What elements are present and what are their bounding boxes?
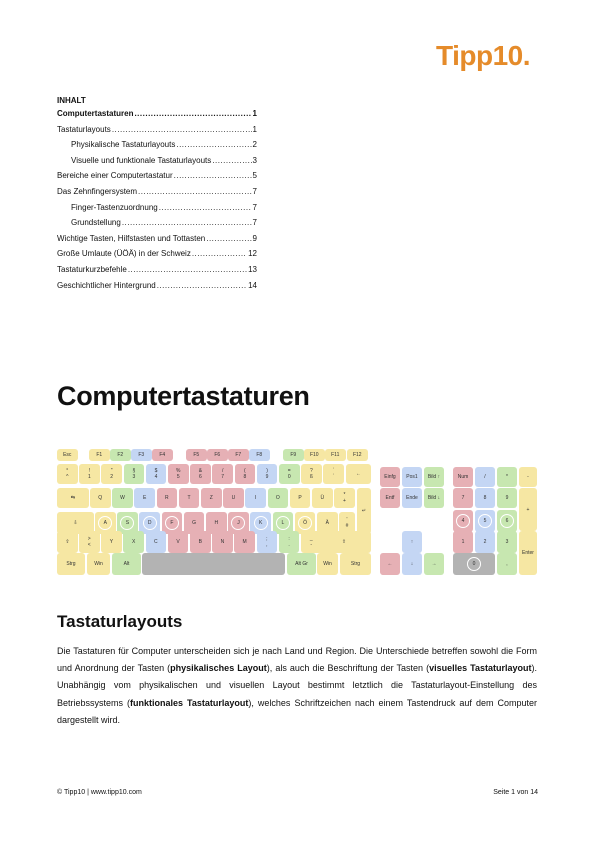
keyboard-key: Ende bbox=[402, 488, 422, 508]
toc-leader-dots bbox=[134, 109, 251, 118]
keyboard-key: ` ´ bbox=[323, 464, 344, 484]
keyboard-key: + bbox=[519, 488, 537, 531]
tipp10-logo: Tipp10. bbox=[436, 40, 531, 71]
keyboard-key: ° ^ bbox=[57, 464, 78, 484]
keyboard-key: N bbox=[212, 531, 233, 553]
keyboard-key: ⇧ bbox=[57, 531, 78, 553]
footer-page-number: Seite 1 von 14 bbox=[493, 789, 538, 796]
keyboard-key: A bbox=[95, 512, 116, 534]
keyboard-key: F2 bbox=[110, 449, 131, 461]
toc-entry-label: Bereiche einer Computertastatur bbox=[57, 171, 173, 181]
keyboard-key: 0 bbox=[453, 553, 495, 575]
keyboard-key: " 2 bbox=[101, 464, 122, 484]
keyboard-key: I bbox=[245, 488, 266, 508]
keyboard-key: T bbox=[179, 488, 200, 508]
keyboard-key: M bbox=[234, 531, 255, 553]
keyboard-key: ⇆ bbox=[57, 488, 89, 508]
keyboard-key: Pos1 bbox=[402, 467, 422, 487]
keyboard-key: Bild ↓ bbox=[424, 488, 444, 508]
toc-entry[interactable] bbox=[57, 109, 257, 125]
table-of-contents bbox=[57, 109, 257, 296]
keyboard-key: Alt bbox=[112, 553, 141, 575]
toc-entry-page: 7 bbox=[252, 218, 257, 228]
keyboard-key: % 5 bbox=[168, 464, 189, 484]
keyboard-key: _ - bbox=[301, 531, 322, 553]
toc-entry-label: Physikalische Tastaturlayouts bbox=[71, 140, 176, 150]
keyboard-key: F3 bbox=[131, 449, 152, 461]
toc-entry[interactable] bbox=[57, 249, 257, 265]
keyboard-key: 2 bbox=[475, 531, 495, 553]
keyboard-key: F6 bbox=[207, 449, 228, 461]
keyboard-key: 5 bbox=[475, 510, 495, 532]
keyboard-key: ; , bbox=[257, 531, 278, 553]
bold-term: physikalisches Layout bbox=[170, 663, 267, 674]
keyboard-key: Strg bbox=[340, 553, 371, 575]
keyboard-key: S bbox=[117, 512, 138, 534]
keyboard-key: Num bbox=[453, 467, 473, 487]
toc-leader-dots bbox=[212, 156, 251, 165]
toc-entry[interactable] bbox=[57, 140, 257, 156]
keyboard-key: G bbox=[184, 512, 205, 534]
keyboard-key: Bild ↑ bbox=[424, 467, 444, 487]
toc-entry-page: 3 bbox=[252, 155, 257, 165]
keyboard-key: 7 bbox=[453, 488, 473, 508]
keyboard-key: L bbox=[273, 512, 294, 534]
keyboard-key: / 7 bbox=[212, 464, 233, 484]
toc-title: INHALT bbox=[57, 96, 86, 105]
keyboard-key: ↓ bbox=[402, 553, 422, 575]
toc-entry-page: 7 bbox=[252, 186, 257, 196]
keyboard-key: ⇩ bbox=[57, 512, 94, 534]
keyboard-key: F10 bbox=[304, 449, 325, 461]
toc-entry-page: 14 bbox=[248, 280, 257, 290]
keyboard-key: § 3 bbox=[124, 464, 145, 484]
keyboard-key: Ü bbox=[312, 488, 333, 508]
keyboard-key: W bbox=[112, 488, 133, 508]
keyboard-key: Q bbox=[90, 488, 111, 508]
keyboard-key: $ 4 bbox=[146, 464, 167, 484]
keyboard-key: Win bbox=[317, 553, 338, 575]
keyboard-key: ← bbox=[380, 553, 400, 575]
keyboard-key: 3 bbox=[497, 531, 517, 553]
keyboard-key: F bbox=[162, 512, 183, 534]
toc-entry-label: Wichtige Tasten, Hilfstasten und Tottasten bbox=[57, 233, 206, 243]
bold-term: funktionales Tastaturlayout bbox=[130, 697, 249, 708]
toc-entry[interactable] bbox=[57, 125, 257, 141]
toc-entry-label: Das Zehnfingersystem bbox=[57, 186, 138, 196]
toc-entry-label: Computertastaturen bbox=[57, 109, 134, 118]
keyboard-key: Z bbox=[201, 488, 222, 508]
toc-entry-label: Visuelle und funktionale Tastaturlayouts bbox=[71, 155, 212, 165]
keyboard-key: Ä bbox=[317, 512, 338, 534]
keyboard-key: ↵ bbox=[357, 488, 371, 534]
keyboard-key: Esc bbox=[57, 449, 78, 461]
keyboard-key: = 0 bbox=[279, 464, 300, 484]
keyboard-key: * + bbox=[334, 488, 355, 508]
keyboard-key: P bbox=[290, 488, 311, 508]
toc-entry-page: 13 bbox=[248, 264, 257, 274]
toc-entry-label: Große Umlaute (ÜÖÄ) in der Schweiz bbox=[57, 249, 191, 259]
toc-entry-page: 1 bbox=[252, 109, 257, 118]
keyboard-key: / bbox=[475, 467, 495, 487]
toc-leader-dots bbox=[159, 203, 252, 212]
page-title: Computertastaturen bbox=[57, 381, 310, 411]
body-paragraph bbox=[57, 643, 537, 729]
toc-leader-dots bbox=[174, 171, 252, 180]
keyboard-key: - bbox=[519, 467, 537, 487]
keyboard-key: F4 bbox=[152, 449, 173, 461]
keyboard-key: Strg bbox=[57, 553, 85, 575]
toc-entry-label: Geschichtlicher Hintergrund bbox=[57, 280, 156, 290]
keyboard-key: ↑ bbox=[402, 531, 422, 553]
toc-leader-dots bbox=[192, 249, 247, 258]
keyboard-key: 9 bbox=[497, 488, 517, 508]
toc-leader-dots bbox=[128, 265, 247, 274]
keyboard-key: 6 bbox=[497, 510, 517, 532]
toc-leader-dots bbox=[138, 187, 252, 196]
keyboard-key: E bbox=[134, 488, 155, 508]
keyboard-key: V bbox=[168, 531, 189, 553]
text-run: Die Tastaturen für Computer unterscheiden sich je nach Land und Region. Die Unterschiede betreffen sowohl die Form und Anordnung der Tasten ( bbox=[57, 646, 537, 674]
keyboard-key: F12 bbox=[347, 449, 368, 461]
keyboard-key: D bbox=[139, 512, 160, 534]
keyboard-key: ← bbox=[346, 464, 371, 484]
keyboard-key: ! 1 bbox=[79, 464, 100, 484]
keyboard-key: 1 bbox=[453, 531, 473, 553]
keyboard-key: ( 8 bbox=[235, 464, 256, 484]
toc-entry[interactable] bbox=[57, 218, 257, 234]
keyboard-key: ⇧ bbox=[317, 531, 371, 553]
keyboard-key: Ö bbox=[295, 512, 316, 534]
text-run: ). Unabhängig vom physikalischen und visuellen Layout bestimmt letztlich die Tastaturlayout-Einstellung des Betriebssystems ( bbox=[57, 663, 538, 708]
toc-entry-page: 2 bbox=[252, 140, 257, 150]
keyboard-key: K bbox=[250, 512, 271, 534]
keyboard-key: Y bbox=[101, 531, 122, 553]
toc-entry[interactable] bbox=[57, 187, 257, 203]
toc-entry-page: 12 bbox=[248, 249, 257, 259]
text-run: ), als auch die Beschriftung der Tasten ( bbox=[266, 663, 430, 674]
footer-left: © Tipp10 | www.tipp10.com bbox=[57, 789, 142, 796]
keyboard-key: F7 bbox=[228, 449, 249, 461]
toc-entry[interactable] bbox=[57, 234, 257, 250]
keyboard-key: 4 bbox=[453, 510, 473, 532]
keyboard-key: & 6 bbox=[190, 464, 211, 484]
keyboard-key: ' # bbox=[339, 512, 355, 534]
keyboard-key: * bbox=[497, 467, 517, 487]
toc-leader-dots bbox=[206, 234, 251, 243]
keyboard-key: F9 bbox=[283, 449, 304, 461]
toc-entry[interactable] bbox=[57, 281, 257, 297]
bold-term: visuelles Tastaturlayout bbox=[429, 663, 532, 674]
toc-entry-page: 1 bbox=[252, 124, 257, 134]
toc-entry[interactable] bbox=[57, 171, 257, 187]
keyboard-key: Entf bbox=[380, 488, 400, 508]
keyboard-key: X bbox=[123, 531, 144, 553]
keyboard-key: F5 bbox=[186, 449, 207, 461]
toc-entry[interactable] bbox=[57, 265, 257, 281]
keyboard-key: → bbox=[424, 553, 444, 575]
toc-entry-page: 9 bbox=[252, 233, 257, 243]
keyboard-key: ? ß bbox=[301, 464, 322, 484]
toc-entry-label: Grundstellung bbox=[71, 218, 121, 228]
keyboard-key: J bbox=[228, 512, 249, 534]
toc-entry[interactable] bbox=[57, 203, 257, 219]
keyboard-key: : . bbox=[279, 531, 300, 553]
keyboard-key bbox=[142, 553, 285, 575]
keyboard-key: ) 9 bbox=[257, 464, 278, 484]
keyboard-key: > < bbox=[79, 531, 100, 553]
toc-entry-label: Finger-Tastenzuordnung bbox=[71, 202, 158, 212]
toc-leader-dots bbox=[157, 281, 247, 290]
section-heading: Tastaturlayouts bbox=[57, 612, 183, 631]
keyboard-key: Einfg bbox=[380, 467, 400, 487]
toc-leader-dots bbox=[112, 125, 252, 134]
keyboard-key: R bbox=[157, 488, 178, 508]
keyboard-key: Alt Gr bbox=[287, 553, 316, 575]
toc-entry-page: 5 bbox=[252, 171, 257, 181]
keyboard-key: F11 bbox=[325, 449, 346, 461]
toc-entry-page: 7 bbox=[252, 202, 257, 212]
toc-entry[interactable] bbox=[57, 156, 257, 172]
keyboard-key: U bbox=[223, 488, 244, 508]
toc-entry-label: Tastaturkurzbefehle bbox=[57, 264, 127, 274]
keyboard-key: , bbox=[497, 553, 517, 575]
text-run: ), welches Schriftzeichen nach einem Tastendruck auf dem Computer dargestellt wird. bbox=[57, 697, 537, 725]
keyboard-key: F8 bbox=[249, 449, 270, 461]
keyboard-key: Win bbox=[87, 553, 110, 575]
keyboard-key: B bbox=[190, 531, 211, 553]
keyboard-key: O bbox=[268, 488, 289, 508]
keyboard-key: H bbox=[206, 512, 227, 534]
toc-leader-dots bbox=[122, 218, 252, 227]
keyboard-key: C bbox=[146, 531, 167, 553]
keyboard-key: Enter bbox=[519, 531, 537, 575]
keyboard-key: 8 bbox=[475, 488, 495, 508]
toc-leader-dots bbox=[176, 140, 251, 149]
keyboard-key: F1 bbox=[89, 449, 110, 461]
toc-entry-label: Tastaturlayouts bbox=[57, 124, 111, 134]
